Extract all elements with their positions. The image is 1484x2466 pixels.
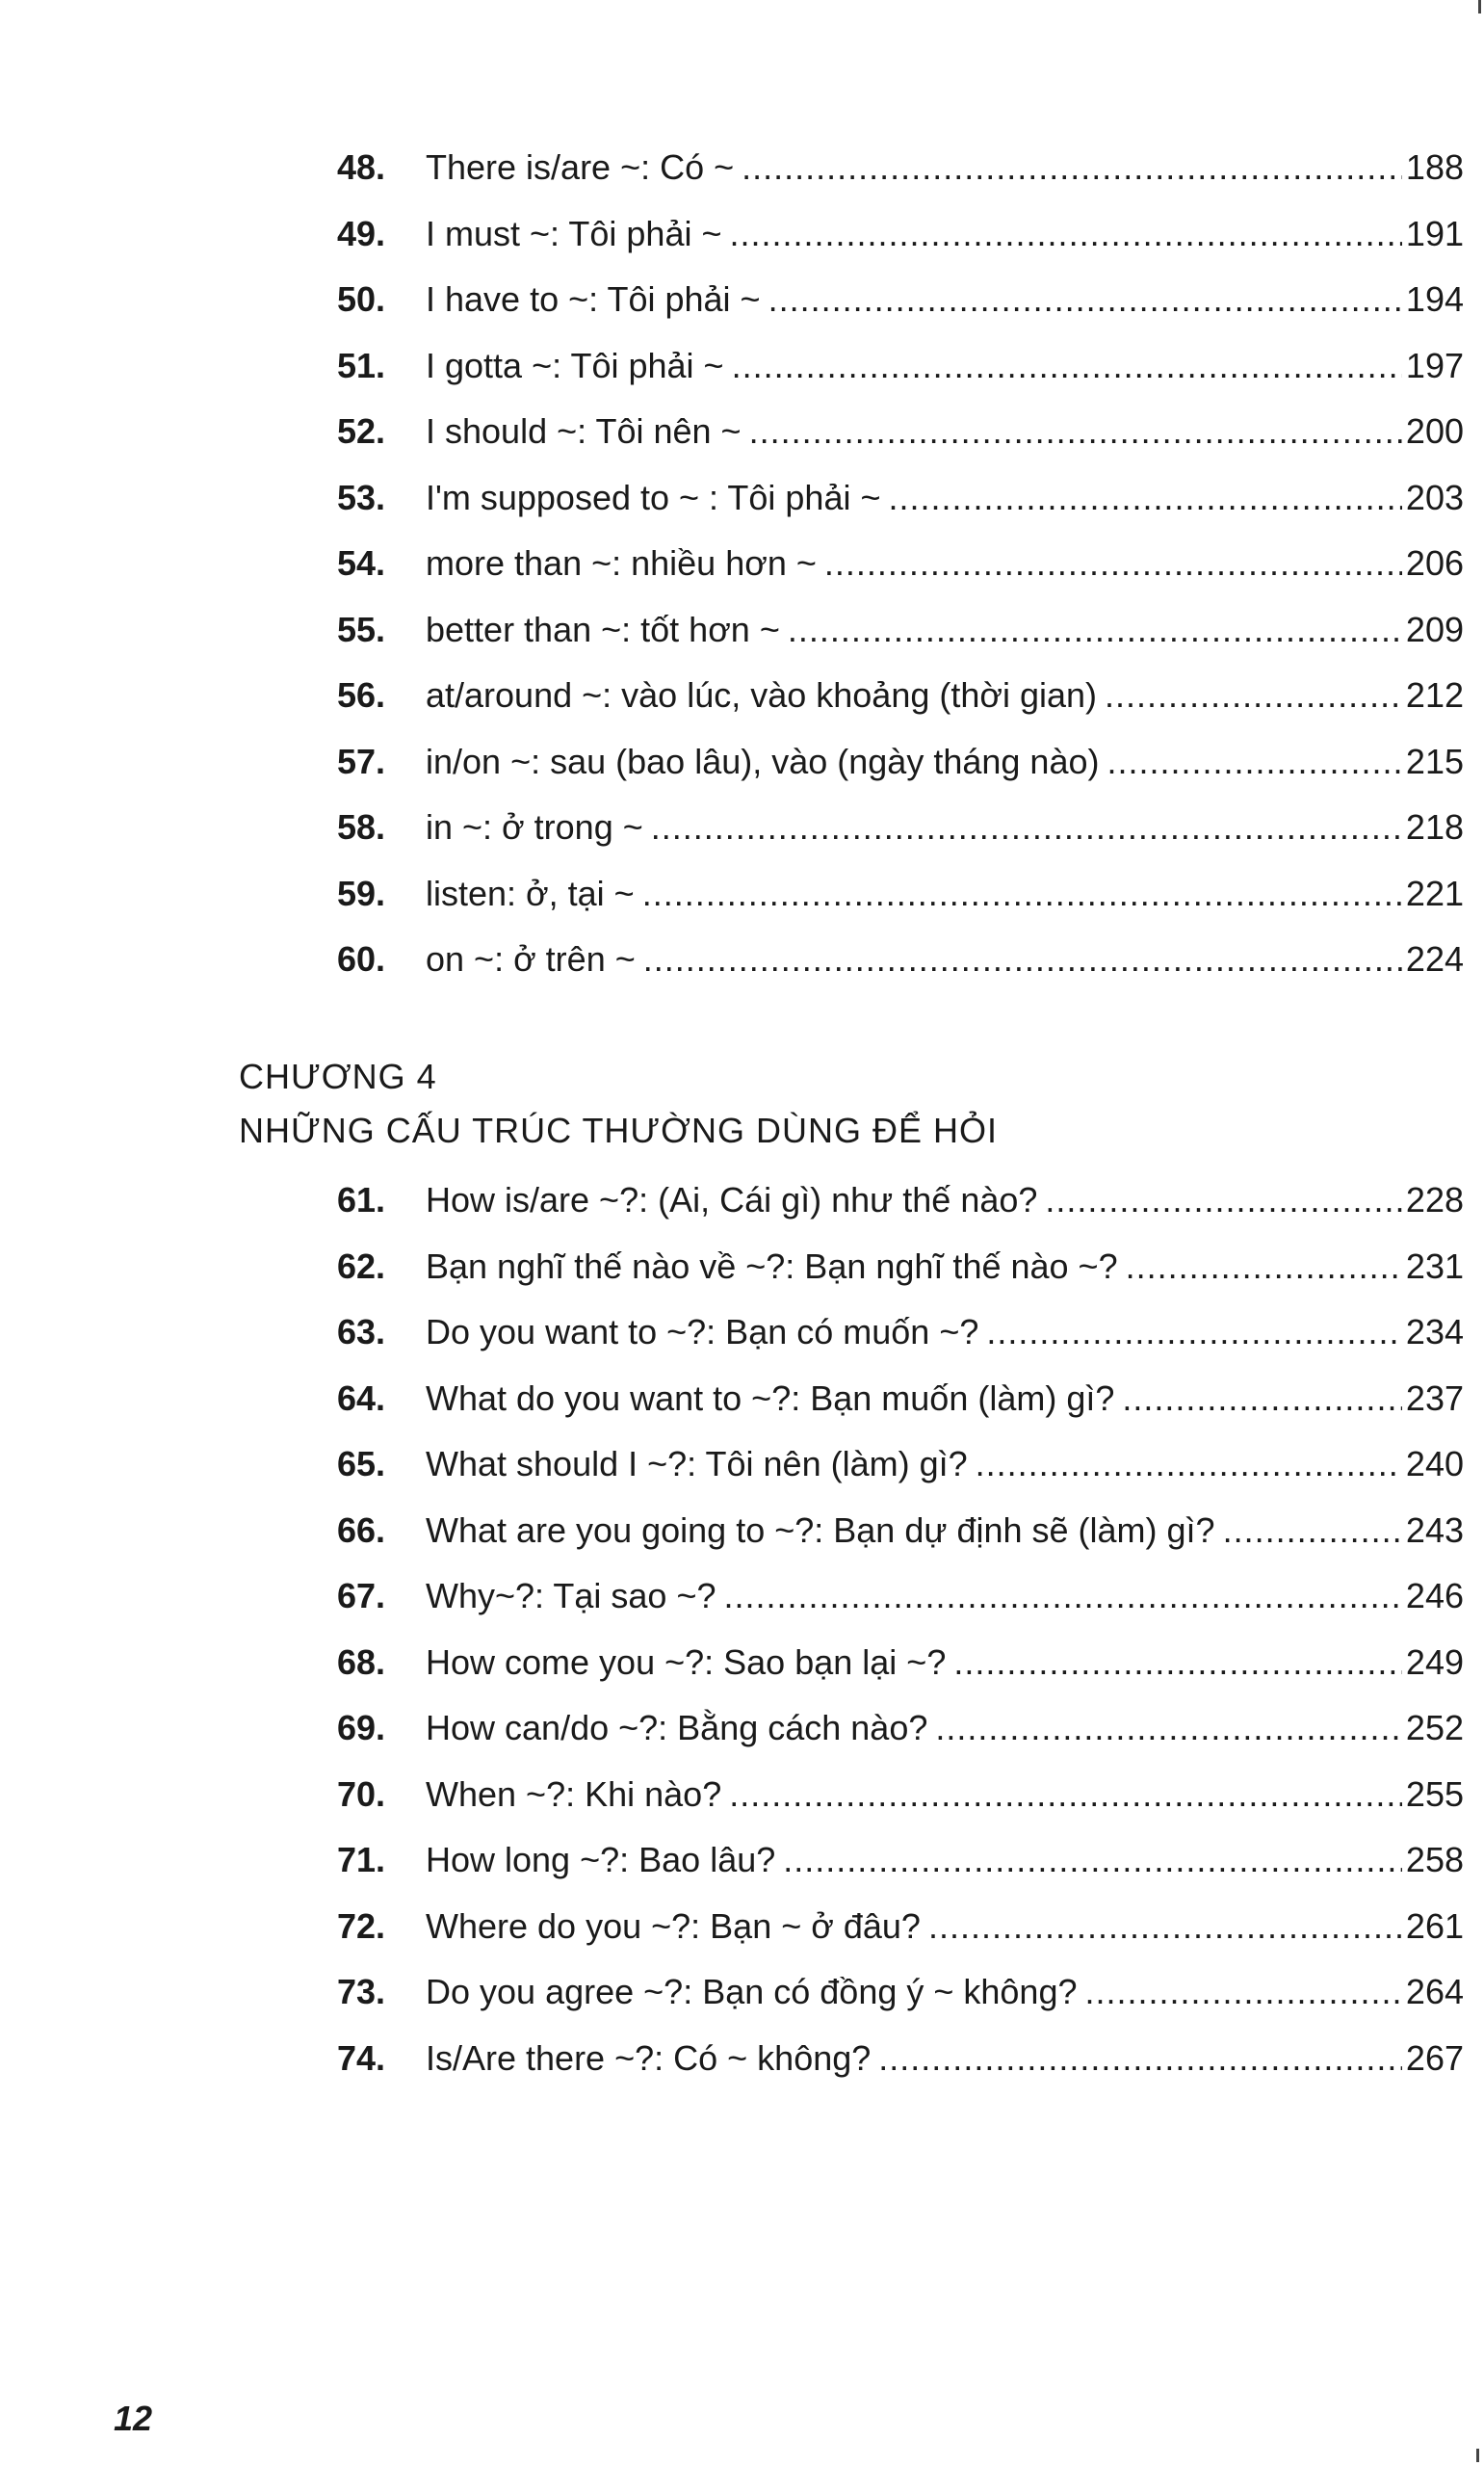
entry-page: 267 (1405, 2037, 1464, 2078)
entry-page: 243 (1405, 1509, 1464, 1550)
entry-page: 188 (1405, 147, 1464, 187)
dot-leader (1223, 1498, 1402, 1564)
entry-number: 56. (337, 675, 386, 715)
entry-title: I'm supposed to ~ : Tôi phải ~ (426, 477, 881, 517)
toc-entry (337, 795, 1464, 861)
entry-page: 231 (1405, 1246, 1464, 1286)
entry-title: How is/are ~?: (Ai, Cái gì) như thế nào? (426, 1180, 1038, 1220)
entry-number: 74. (337, 2037, 386, 2078)
toc-entry (337, 861, 1464, 928)
entry-page: 261 (1405, 1905, 1464, 1946)
dot-leader (986, 1299, 1402, 1366)
entry-title: How can/do ~?: Bằng cách nào? (426, 1708, 928, 1747)
entry-title: Why~?: Tại sao ~? (426, 1576, 716, 1615)
toc-entry (337, 663, 1464, 729)
chapter-title: NHỮNG CẤU TRÚC THƯỜNG DÙNG ĐỂ HỎI (239, 1111, 999, 1150)
dot-leader (651, 795, 1402, 861)
toc-entry (337, 201, 1464, 268)
toc-entry (337, 1366, 1464, 1432)
entry-page: 191 (1405, 213, 1464, 253)
entry-title: I must ~: Tôi phải ~ (426, 213, 722, 253)
entry-title: better than ~: tốt hơn ~ (426, 609, 780, 649)
toc-entry (337, 135, 1464, 201)
dot-leader (1085, 1959, 1402, 2026)
chapter-heading (239, 1050, 998, 1158)
entry-title: What do you want to ~?: Bạn muốn (làm) gì? (426, 1377, 1115, 1418)
entry-page: 215 (1405, 741, 1464, 781)
entry-title: in/on ~: sau (bao lâu), vào (ngày tháng nào) (426, 741, 1100, 781)
entry-page: 224 (1405, 939, 1464, 979)
toc-entry (337, 1894, 1464, 1960)
entry-title: When ~?: Khi nào? (426, 1773, 722, 1814)
entry-page: 240 (1405, 1444, 1464, 1483)
toc-entry (337, 1630, 1464, 1696)
entry-number: 54. (337, 543, 386, 583)
entry-title: What are you going to ~?: Bạn dự định sẽ (làm) gì? (426, 1509, 1215, 1550)
entry-number: 72. (337, 1905, 386, 1946)
entry-title: Do you want to ~?: Bạn có muốn ~? (426, 1312, 979, 1351)
toc-entry (337, 1234, 1464, 1300)
entry-page: 212 (1405, 675, 1464, 715)
entry-number: 48. (337, 147, 386, 187)
entry-title: There is/are ~: Có ~ (426, 147, 735, 187)
toc-entry (337, 1695, 1464, 1762)
dot-leader (642, 861, 1402, 928)
entry-page: 228 (1405, 1180, 1464, 1220)
dot-leader (732, 333, 1402, 400)
dot-leader (824, 531, 1402, 597)
dot-leader (643, 927, 1402, 993)
dot-leader (730, 201, 1402, 268)
entry-page: 234 (1405, 1312, 1464, 1351)
entry-page: 203 (1405, 477, 1464, 517)
dot-leader (1106, 729, 1401, 796)
entry-title: Is/Are there ~?: Có ~ không? (426, 2037, 872, 2078)
entry-number: 71. (337, 1840, 386, 1879)
entry-number: 67. (337, 1576, 386, 1615)
toc-entry (337, 2026, 1464, 2092)
toc-entry (337, 729, 1464, 796)
entry-page: 206 (1405, 543, 1464, 583)
toc-entry (337, 1299, 1464, 1366)
dot-leader (749, 399, 1402, 465)
entry-page: 209 (1405, 609, 1464, 649)
entry-page: 200 (1405, 411, 1464, 451)
entry-number: 60. (337, 939, 386, 979)
toc-list-section-1 (337, 135, 1464, 993)
entry-title: Where do you ~?: Bạn ~ ở đâu? (426, 1905, 921, 1946)
entry-title: Do you agree ~?: Bạn có đồng ý ~ không? (426, 1972, 1078, 2011)
toc-entry (337, 333, 1464, 400)
entry-number: 57. (337, 741, 386, 781)
entry-number: 70. (337, 1773, 386, 1814)
entry-title: What should I ~?: Tôi nên (làm) gì? (426, 1444, 968, 1483)
dot-leader (768, 267, 1402, 333)
toc-entry (337, 465, 1464, 532)
entry-number: 50. (337, 279, 386, 319)
dot-leader (976, 1431, 1402, 1498)
dot-leader (729, 1762, 1402, 1828)
toc-entry (337, 1827, 1464, 1894)
entry-title: at/around ~: vào lúc, vào khoảng (thời gian) (426, 675, 1098, 715)
toc-entry (337, 597, 1464, 664)
entry-title: on ~: ở trên ~ (426, 939, 636, 979)
toc-entry (337, 1498, 1464, 1564)
toc-entry (337, 1563, 1464, 1630)
entry-number: 52. (337, 411, 386, 451)
entry-title: I should ~: Tôi nên ~ (426, 411, 742, 451)
entry-title: How long ~?: Bao lâu? (426, 1840, 776, 1879)
scan-mark-top (1478, 0, 1481, 13)
entry-number: 63. (337, 1312, 386, 1351)
entry-page: 255 (1405, 1773, 1464, 1814)
entry-title: more than ~: nhiều hơn ~ (426, 543, 817, 583)
toc-entry (337, 1762, 1464, 1828)
entry-page: 246 (1405, 1576, 1464, 1615)
entry-number: 49. (337, 213, 386, 253)
entry-number: 66. (337, 1509, 386, 1550)
entry-page: 194 (1405, 279, 1464, 319)
entry-page: 252 (1405, 1708, 1464, 1747)
chapter-label: CHƯƠNG 4 (239, 1057, 437, 1096)
entry-page: 249 (1405, 1641, 1464, 1682)
entry-number: 64. (337, 1377, 386, 1418)
dot-leader (1126, 1234, 1402, 1300)
entry-number: 59. (337, 873, 386, 913)
page-number: 12 (114, 2399, 153, 2438)
dot-leader (1122, 1366, 1402, 1432)
entry-number: 62. (337, 1246, 386, 1286)
entry-number: 69. (337, 1708, 386, 1747)
entry-page: 221 (1405, 873, 1464, 913)
entry-title: listen: ở, tại ~ (426, 873, 635, 913)
entry-title: Bạn nghĩ thế nào về ~?: Bạn nghĩ thế nào ~? (426, 1246, 1118, 1286)
toc-entry (337, 1431, 1464, 1498)
entry-title: I have to ~: Tôi phải ~ (426, 279, 761, 319)
entry-number: 55. (337, 609, 386, 649)
entry-number: 58. (337, 807, 386, 847)
entry-title: How come you ~?: Sao bạn lại ~? (426, 1641, 947, 1682)
scan-mark-bottom (1476, 2449, 1479, 2462)
dot-leader (953, 1630, 1402, 1696)
dot-leader (1105, 663, 1402, 729)
dot-leader (724, 1563, 1402, 1630)
toc-entry (337, 1959, 1464, 2026)
entry-number: 73. (337, 1972, 386, 2011)
dot-leader (889, 465, 1402, 532)
dot-leader (742, 135, 1402, 201)
toc-entry (337, 267, 1464, 333)
toc-entry (337, 531, 1464, 597)
dot-leader (783, 1827, 1402, 1894)
dot-leader (935, 1695, 1402, 1762)
dot-leader (788, 597, 1402, 664)
entry-page: 237 (1405, 1377, 1464, 1418)
entry-number: 65. (337, 1444, 386, 1483)
entry-page: 264 (1405, 1972, 1464, 2011)
entry-title: in ~: ở trong ~ (426, 807, 643, 847)
entry-page: 258 (1405, 1840, 1464, 1879)
entry-page: 218 (1405, 807, 1464, 847)
dot-leader (878, 2026, 1402, 2092)
entry-number: 68. (337, 1641, 386, 1682)
toc-list-section-2 (337, 1167, 1464, 2091)
entry-page: 197 (1405, 345, 1464, 385)
dot-leader (928, 1894, 1402, 1960)
toc-entry (337, 927, 1464, 993)
toc-entry (337, 399, 1464, 465)
entry-title: I gotta ~: Tôi phải ~ (426, 345, 724, 385)
entry-number: 61. (337, 1180, 386, 1220)
entry-number: 53. (337, 477, 386, 517)
entry-number: 51. (337, 345, 386, 385)
toc-entry (337, 1167, 1464, 1234)
dot-leader (1045, 1167, 1402, 1234)
